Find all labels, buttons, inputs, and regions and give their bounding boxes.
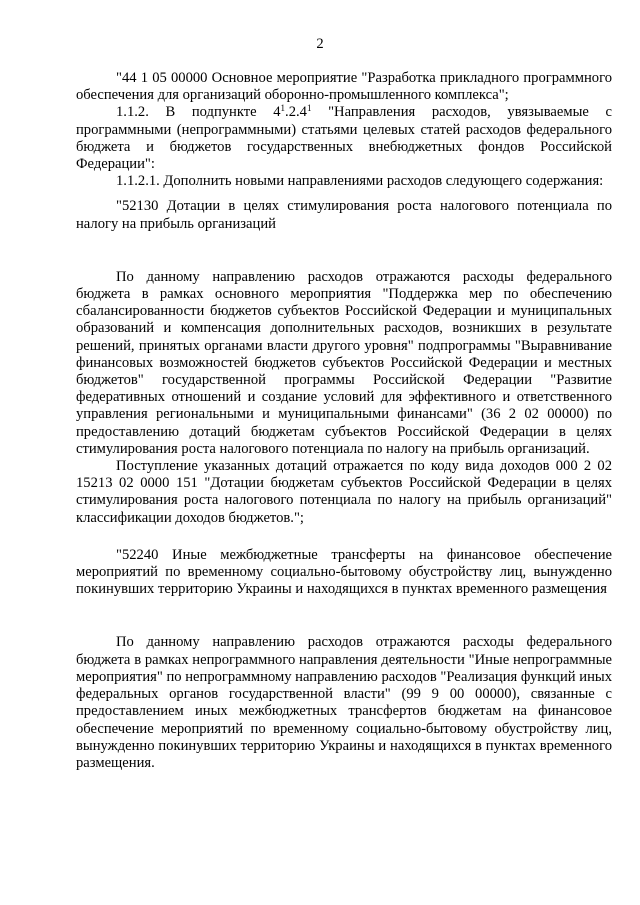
paragraph-direction-52130-income: Поступление указанных дотаций отражается по коду вида доходов 000 2 02 15213 02 0000 151 "Дотации бюджетам субъектов Российской Федерации в целях стимулирования роста налогового потенциала по налогу на прибыль организаций" классификации доходов бюджетов.";	[76, 458, 612, 526]
paragraph-subitem-1-1-2-1: 1.1.2.1. Дополнить новыми направлениями расходов следующего содержания:	[116, 173, 604, 190]
paragraph-direction-52130-description: По данному направлению расходов отражаются расходы федерального бюджета в рамках основного мероприятия "Поддержка мер по обеспечению сбалансированности бюджетов субъектов Российской Федерации и муниципальных образований и компенсация дополнительных расходов, возникших в результате решений, принятых органами власти другого уровня" подпрограммы "Выравнивание финансовых возможностей бюджетов субъектов Российской Федерации и местных бюджетов" государственной программы Российской Федерации "Развитие федеративных отношений и создание условий для эффективного и ответственного управления региональными и муниципальными финансами" (36 2 02 00000) по предоставлению дотаций бюджетам субъектов Российской Федерации в целях стимулирования роста налогового потенциала по налогу на прибыль организаций.	[76, 268, 612, 457]
paragraph-subitem-1-1-2	[76, 104, 612, 173]
paragraph-direction-52240-title: "52240 Иные межбюджетные трансферты на финансовое обеспечение мероприятий по временному социально-бытовому обустройству лиц, вынужденно покинувших территорию Украины и находящихся в пунктах временного размещения	[76, 546, 612, 598]
superscript-1: 1	[280, 103, 286, 114]
document-body	[76, 70, 612, 772]
subitem-rest: "Направления расходов, увязываемые с программными (непрограммными) статьями целевых статей расходов федерального бюджета и бюджетов государственных внебюджетных фондов Российской Федерации":	[76, 104, 612, 173]
paragraph-direction-52240-description: По данному направлению расходов отражаются расходы федерального бюджета в рамках непрограммного направления деятельности "Иные непрограммные мероприятия" по непрограммному направлению расходов "Реализация функций иных федеральных органов государственной власти" (99 9 00 00000), связанные с предоставлением иных межбюджетных трансфертов бюджетам на финансовое обеспечение мероприятий по временному социально-бытовому обустройству лиц, вынужденно покинувших территорию Украины и находящихся в пунктах временного размещения.	[76, 634, 612, 771]
paragraph-target-article-44: "44 1 05 00000 Основное мероприятие "Разработка прикладного программного обеспечения для организаций оборонно-промышленного комплекса";	[76, 70, 612, 104]
page-number: 2	[316, 36, 324, 52]
subitem-prefix: 1.1.2. В подпункте 4	[116, 104, 281, 121]
superscript-2: 1	[306, 103, 312, 114]
paragraph-direction-52130-title: "52130 Дотации в целях стимулирования роста налогового потенциала по налогу на прибыль организаций	[76, 198, 612, 232]
subitem-mid: .2.4	[285, 104, 307, 121]
